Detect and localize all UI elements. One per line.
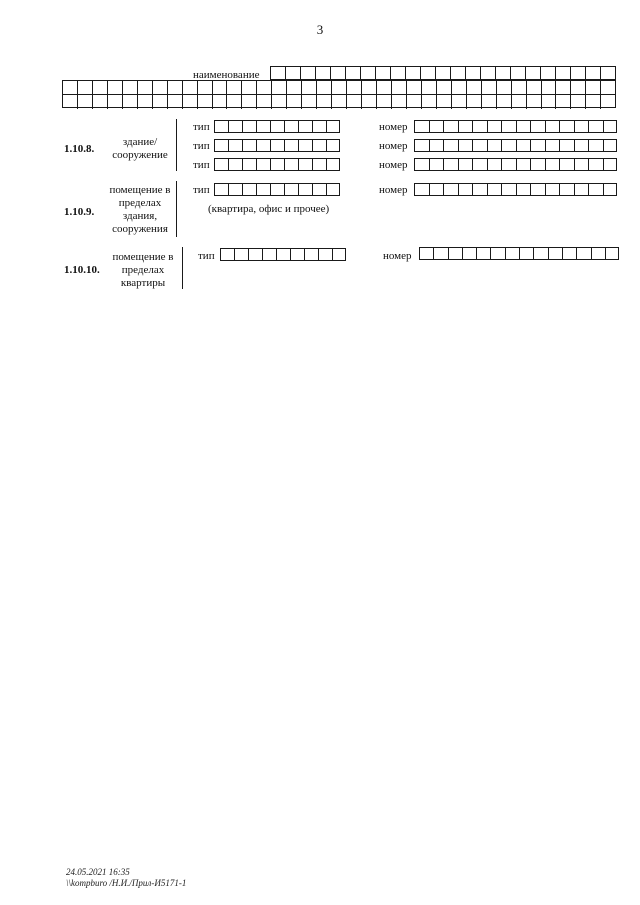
box-cell xyxy=(362,81,377,94)
page-number: 3 xyxy=(316,22,324,37)
box-cell xyxy=(559,120,574,133)
box-cell xyxy=(256,120,270,133)
box-cell xyxy=(312,158,326,171)
box-cell xyxy=(601,95,615,109)
box-cell xyxy=(312,183,326,196)
box-cell xyxy=(562,247,576,260)
box-cell xyxy=(242,81,257,94)
box-cell xyxy=(542,95,557,109)
box-cell xyxy=(78,81,93,94)
box-cell xyxy=(556,95,571,109)
section-title-building: здание/ сооружение xyxy=(112,136,168,161)
type-input-apartment[interactable] xyxy=(220,248,346,261)
box-cell xyxy=(214,139,228,152)
box-cell xyxy=(586,81,601,94)
box-cell xyxy=(467,95,482,109)
box-cell xyxy=(270,139,284,152)
box-cell xyxy=(304,248,318,261)
box-cell xyxy=(123,95,138,109)
type-label: тип xyxy=(193,159,210,171)
box-cell xyxy=(603,139,618,152)
box-cell xyxy=(605,247,619,260)
box-cell xyxy=(108,81,123,94)
box-cell xyxy=(168,81,183,94)
number-label: номер xyxy=(379,140,408,152)
number-label: номер xyxy=(379,159,408,171)
box-cell xyxy=(414,120,429,133)
name-grid-line1[interactable] xyxy=(270,66,616,80)
box-cell xyxy=(556,67,571,81)
box-cell xyxy=(242,158,256,171)
box-cell xyxy=(559,158,574,171)
box-cell xyxy=(472,120,487,133)
box-cell xyxy=(451,67,466,81)
box-cell xyxy=(482,95,497,109)
number-input-3[interactable] xyxy=(414,158,617,171)
box-cell xyxy=(276,248,290,261)
box-cell xyxy=(262,248,276,261)
box-cell xyxy=(406,67,421,81)
box-cell xyxy=(559,183,574,196)
box-cell xyxy=(302,95,317,109)
box-cell xyxy=(272,95,287,109)
box-cell xyxy=(497,81,512,94)
box-cell xyxy=(326,158,340,171)
box-cell xyxy=(487,158,502,171)
number-label: номер xyxy=(383,250,412,262)
box-cell xyxy=(603,158,618,171)
box-cell xyxy=(153,81,168,94)
box-cell xyxy=(501,120,516,133)
box-cell xyxy=(433,247,447,260)
number-label: номер xyxy=(379,121,408,133)
box-cell xyxy=(93,95,108,109)
number-input-1[interactable] xyxy=(414,120,617,133)
box-cell xyxy=(183,95,198,109)
box-cell xyxy=(516,183,531,196)
box-cell xyxy=(516,158,531,171)
box-cell xyxy=(123,81,138,94)
box-cell xyxy=(332,81,347,94)
box-cell xyxy=(234,248,248,261)
box-cell xyxy=(603,183,618,196)
box-cell xyxy=(556,81,571,94)
box-cell xyxy=(78,95,93,109)
box-cell xyxy=(505,247,519,260)
box-cell xyxy=(414,158,429,171)
box-cell xyxy=(588,158,603,171)
box-cell xyxy=(270,120,284,133)
box-cell xyxy=(286,67,301,81)
box-cell xyxy=(228,120,242,133)
box-cell xyxy=(213,95,228,109)
box-cell xyxy=(574,183,589,196)
box-cell xyxy=(242,95,257,109)
name-label: наименование xyxy=(193,69,260,81)
box-cell xyxy=(270,183,284,196)
box-cell xyxy=(138,95,153,109)
section-number-1-10-8: 1.10.8. xyxy=(64,143,95,155)
box-cell xyxy=(214,158,228,171)
box-cell xyxy=(377,81,392,94)
box-cell xyxy=(302,81,317,94)
type-input-3[interactable] xyxy=(214,158,340,171)
box-cell xyxy=(429,120,444,133)
box-cell xyxy=(530,139,545,152)
box-cell xyxy=(326,183,340,196)
box-cell xyxy=(227,95,242,109)
box-cell xyxy=(257,81,272,94)
box-cell xyxy=(198,81,213,94)
box-cell xyxy=(257,95,272,109)
box-cell xyxy=(548,247,562,260)
box-cell xyxy=(392,95,407,109)
type-label: тип xyxy=(193,121,210,133)
box-cell xyxy=(347,81,362,94)
box-cell xyxy=(527,95,542,109)
box-cell xyxy=(312,139,326,152)
box-cell xyxy=(571,81,586,94)
box-cell xyxy=(242,120,256,133)
box-cell xyxy=(458,120,473,133)
box-cell xyxy=(467,81,482,94)
box-cell xyxy=(588,183,603,196)
box-cell xyxy=(586,67,601,81)
box-cell xyxy=(153,95,168,109)
box-cell xyxy=(331,67,346,81)
box-cell xyxy=(472,139,487,152)
box-cell xyxy=(458,158,473,171)
number-input-premises[interactable] xyxy=(414,183,617,196)
box-cell xyxy=(458,183,473,196)
box-cell xyxy=(512,95,527,109)
box-cell xyxy=(501,183,516,196)
box-cell xyxy=(481,67,496,81)
box-cell xyxy=(574,139,589,152)
box-cell xyxy=(429,158,444,171)
box-cell xyxy=(487,183,502,196)
box-cell xyxy=(545,120,560,133)
box-cell xyxy=(183,81,198,94)
box-cell xyxy=(526,67,541,81)
box-cell xyxy=(542,81,557,94)
footer-file-path: \\kompburo /Н.И./Прил-И5171-1 xyxy=(66,878,187,888)
box-cell xyxy=(591,247,605,260)
type-input-1[interactable] xyxy=(214,120,340,133)
box-cell xyxy=(452,95,467,109)
section-divider xyxy=(176,181,177,237)
box-cell xyxy=(301,67,316,81)
box-cell xyxy=(138,81,153,94)
box-cell xyxy=(316,67,331,81)
box-cell xyxy=(248,248,262,261)
box-cell xyxy=(530,183,545,196)
box-cell xyxy=(362,95,377,109)
type-input-2[interactable] xyxy=(214,139,340,152)
box-cell xyxy=(472,183,487,196)
box-cell xyxy=(530,120,545,133)
type-label: тип xyxy=(193,140,210,152)
box-cell xyxy=(284,158,298,171)
box-cell xyxy=(530,158,545,171)
box-cell xyxy=(214,183,228,196)
box-cell xyxy=(422,95,437,109)
section-title-premises-in-building: помещение в пределах здания, сооружения xyxy=(109,184,171,235)
box-cell xyxy=(242,139,256,152)
box-cell xyxy=(482,81,497,94)
box-cell xyxy=(284,183,298,196)
box-cell xyxy=(63,95,78,109)
box-cell xyxy=(603,120,618,133)
box-cell xyxy=(497,95,512,109)
box-cell xyxy=(407,95,422,109)
box-cell xyxy=(545,183,560,196)
box-cell xyxy=(527,81,542,94)
box-cell xyxy=(312,120,326,133)
box-cell xyxy=(326,139,340,152)
box-cell xyxy=(429,139,444,152)
box-cell xyxy=(487,139,502,152)
box-cell xyxy=(213,81,228,94)
section-divider xyxy=(176,119,177,171)
section-divider xyxy=(182,247,183,289)
box-cell xyxy=(108,95,123,109)
box-cell xyxy=(429,183,444,196)
box-cell xyxy=(227,81,242,94)
box-cell xyxy=(588,120,603,133)
box-cell xyxy=(443,139,458,152)
box-cell xyxy=(376,67,391,81)
box-cell xyxy=(256,139,270,152)
box-cell xyxy=(347,95,362,109)
box-cell xyxy=(576,247,590,260)
box-cell xyxy=(501,139,516,152)
box-cell xyxy=(516,120,531,133)
box-cell xyxy=(317,81,332,94)
box-cell xyxy=(436,67,451,81)
box-cell xyxy=(545,139,560,152)
box-cell xyxy=(298,183,312,196)
box-cell xyxy=(407,81,422,94)
box-cell xyxy=(458,139,473,152)
box-cell xyxy=(298,158,312,171)
box-cell xyxy=(377,95,392,109)
number-input-2[interactable] xyxy=(414,139,617,152)
box-cell xyxy=(272,81,287,94)
box-cell xyxy=(496,67,511,81)
box-cell xyxy=(270,158,284,171)
box-cell xyxy=(516,139,531,152)
box-cell xyxy=(571,95,586,109)
box-cell xyxy=(490,247,504,260)
box-cell xyxy=(214,120,228,133)
box-cell xyxy=(443,120,458,133)
box-cell xyxy=(519,247,533,260)
box-cell xyxy=(437,95,452,109)
box-cell xyxy=(326,120,340,133)
box-cell xyxy=(290,248,304,261)
box-cell xyxy=(298,139,312,152)
box-cell xyxy=(317,95,332,109)
box-cell xyxy=(287,81,302,94)
box-cell xyxy=(168,95,183,109)
box-cell xyxy=(462,247,476,260)
box-cell xyxy=(256,158,270,171)
box-cell xyxy=(228,158,242,171)
box-cell xyxy=(220,248,234,261)
box-cell xyxy=(487,120,502,133)
box-cell xyxy=(437,81,452,94)
type-input-premises[interactable] xyxy=(214,183,340,196)
box-cell xyxy=(298,120,312,133)
box-cell xyxy=(391,67,406,81)
box-cell xyxy=(443,183,458,196)
box-cell xyxy=(198,95,213,109)
box-cell xyxy=(256,183,270,196)
box-cell xyxy=(545,158,560,171)
box-cell xyxy=(443,158,458,171)
box-cell xyxy=(559,139,574,152)
box-cell xyxy=(452,81,467,94)
box-cell xyxy=(541,67,556,81)
box-cell xyxy=(392,81,407,94)
box-cell xyxy=(287,95,302,109)
box-cell xyxy=(228,183,242,196)
box-cell xyxy=(332,95,347,109)
box-cell xyxy=(574,120,589,133)
box-cell xyxy=(466,67,481,81)
box-cell xyxy=(318,248,332,261)
name-grid-lines-2-3[interactable] xyxy=(62,80,616,108)
box-cell xyxy=(93,81,108,94)
box-cell xyxy=(421,67,436,81)
box-cell xyxy=(284,139,298,152)
box-cell xyxy=(588,139,603,152)
section-number-1-10-10: 1.10.10. xyxy=(64,264,100,276)
box-cell xyxy=(228,139,242,152)
number-label: номер xyxy=(379,184,408,196)
box-cell xyxy=(571,67,586,81)
box-cell xyxy=(533,247,547,260)
box-cell xyxy=(414,139,429,152)
box-cell xyxy=(284,120,298,133)
box-cell xyxy=(512,81,527,94)
box-cell xyxy=(501,158,516,171)
box-cell xyxy=(419,247,433,260)
box-cell xyxy=(601,81,615,94)
box-cell xyxy=(242,183,256,196)
box-cell xyxy=(361,67,376,81)
box-cell xyxy=(422,81,437,94)
section-title-premises-in-apartment: помещение в пределах квартиры xyxy=(112,251,174,289)
footer-date: 24.05.2021 16:35 xyxy=(66,867,130,877)
box-cell xyxy=(271,67,286,81)
box-cell xyxy=(332,248,346,261)
section-number-1-10-9: 1.10.9. xyxy=(64,206,95,218)
box-cell xyxy=(414,183,429,196)
box-cell xyxy=(574,158,589,171)
box-cell xyxy=(63,81,78,94)
box-cell xyxy=(601,67,615,81)
box-cell xyxy=(346,67,361,81)
box-cell xyxy=(586,95,601,109)
box-cell xyxy=(511,67,526,81)
box-cell xyxy=(476,247,490,260)
box-cell xyxy=(472,158,487,171)
number-input-apartment[interactable] xyxy=(419,247,619,260)
type-label: тип xyxy=(193,184,210,196)
box-cell xyxy=(448,247,462,260)
type-hint: (квартира, офис и прочее) xyxy=(208,203,330,215)
type-label: тип xyxy=(198,250,215,262)
